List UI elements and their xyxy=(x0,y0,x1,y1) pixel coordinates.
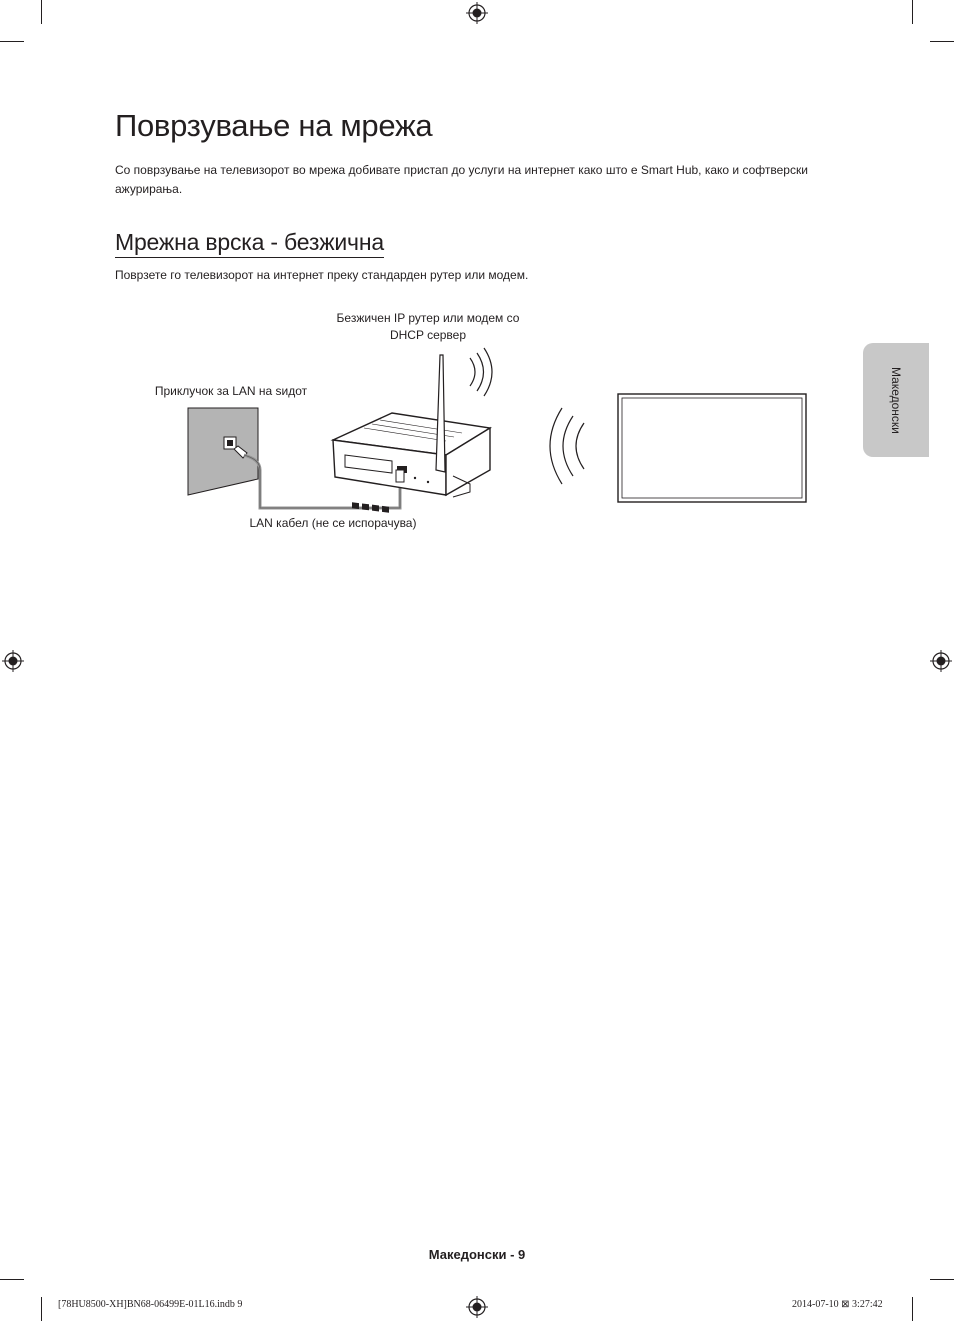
router-label-line1: Безжичен IP рутер или модем со xyxy=(336,311,520,325)
router-label-line2: DHCP сервер xyxy=(389,328,467,342)
wall-port-label: Приклучок за LAN на sидот xyxy=(154,384,308,398)
wifi-signal-icon xyxy=(470,348,492,396)
language-tab-label: Македонски xyxy=(889,366,903,434)
language-side-tab xyxy=(863,343,929,457)
section-title: Мрежна врска - безжична xyxy=(115,229,384,258)
router-icon xyxy=(333,355,490,513)
intro-paragraph: Со поврзување на телевизорот во мрежа добивате пристап до услуги на интернет како што е Smart Hub, како и софтверски ажурирања. xyxy=(115,163,808,196)
print-timestamp: 2014-07-10 ⊠ 3:27:42 xyxy=(792,1299,883,1310)
wifi-signal-icon xyxy=(550,408,584,484)
tv-icon xyxy=(618,394,806,502)
cable-label: LAN кабел (не се испорачува) xyxy=(249,516,417,530)
section-description: Поврзете го телевизорот на интернет преку стандарден рутер или модем. xyxy=(115,268,529,282)
wall-lan-port-icon xyxy=(188,408,258,495)
page-title: Поврзување на мрежа xyxy=(115,108,433,143)
page-number: Македонски - 9 xyxy=(428,1247,526,1262)
file-slug: [78HU8500-XH]BN68-06499E-01L16.indb 9 xyxy=(58,1299,243,1310)
